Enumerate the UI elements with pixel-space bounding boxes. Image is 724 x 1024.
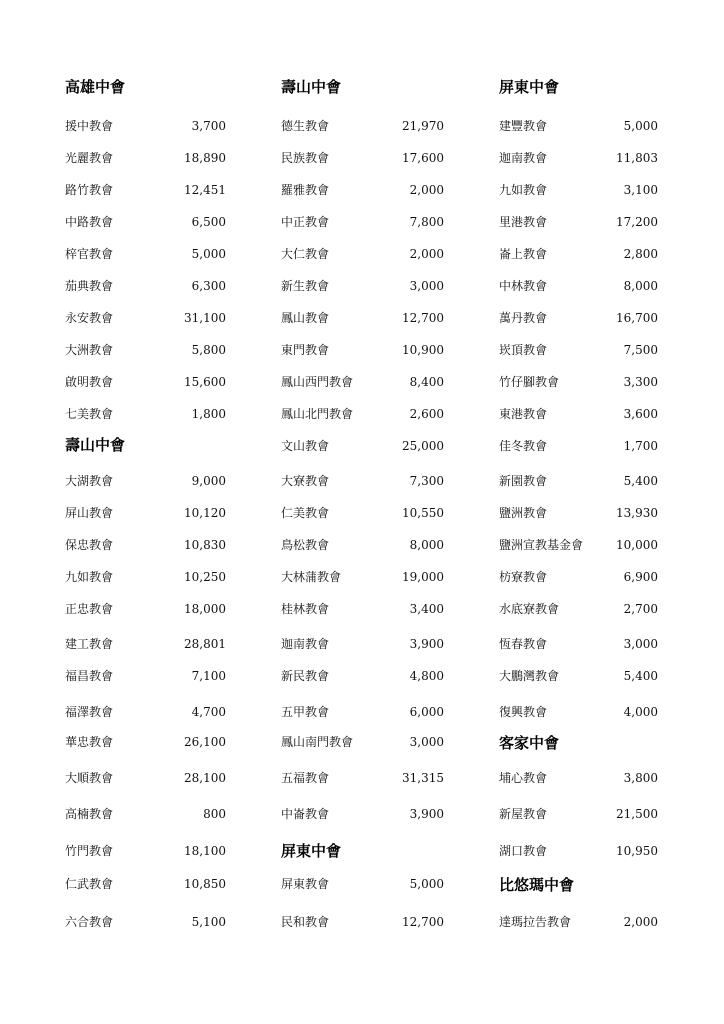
donation-amount: 1,700 [623,439,658,453]
church-name: 大洲教會 [65,343,114,357]
church-name: 大林蒲教會 [281,570,342,584]
church-name: 援中教會 [65,119,114,133]
church-name: 鳳山北門教會 [281,407,354,421]
church-name: 七美教會 [65,407,114,421]
church-name: 水底寮教會 [499,602,560,616]
donation-amount: 18,890 [184,151,226,165]
church-name: 仁美教會 [281,506,330,520]
donation-amount: 26,100 [184,735,226,749]
church-name: 梓官教會 [65,247,114,261]
church-name: 民和教會 [281,915,330,929]
church-name: 高楠教會 [65,807,114,821]
church-name: 屏東教會 [281,877,330,891]
donation-amount: 5,400 [623,474,658,488]
church-name: 竹門教會 [65,844,114,858]
church-name: 建豐教會 [499,119,548,133]
donation-amount: 10,850 [184,877,226,891]
church-name: 里港教會 [499,215,548,229]
church-name: 桂林教會 [281,602,330,616]
church-name: 鳥松教會 [281,538,330,552]
donation-amount: 3,000 [623,637,658,651]
donation-amount: 7,800 [409,215,444,229]
donation-amount: 10,830 [184,538,226,552]
church-name: 文山教會 [281,439,330,453]
church-name: 鹽洲宣教基金會 [499,538,584,552]
donation-amount: 12,451 [184,183,226,197]
section-header: 屏東中會 [281,842,342,860]
church-name: 正忠教會 [65,602,114,616]
church-name: 九如教會 [65,570,114,584]
church-name: 中正教會 [281,215,330,229]
donation-amount: 7,500 [623,343,658,357]
church-name: 福澤教會 [65,705,114,719]
donation-amount: 1,800 [191,407,226,421]
section-header: 比悠瑪中會 [499,876,575,894]
church-name: 新生教會 [281,279,330,293]
church-name: 建工教會 [65,637,114,651]
church-name: 大仁教會 [281,247,330,261]
church-name: 迦南教會 [499,151,548,165]
church-name: 湖口教會 [499,844,548,858]
donation-amount: 4,000 [623,705,658,719]
donation-amount: 3,800 [623,771,658,785]
church-name: 大鵬灣教會 [499,669,560,683]
donation-amount: 5,800 [191,343,226,357]
donation-amount: 10,120 [184,506,226,520]
column-2 [281,0,444,1024]
donation-amount: 12,700 [402,311,444,325]
donation-amount: 5,000 [191,247,226,261]
donation-amount: 3,100 [623,183,658,197]
donation-amount: 6,300 [191,279,226,293]
church-name: 永安教會 [65,311,114,325]
donation-amount: 15,600 [184,375,226,389]
church-name: 恆春教會 [499,637,548,651]
church-name: 六合教會 [65,915,114,929]
church-name: 迦南教會 [281,637,330,651]
donation-amount: 16,700 [616,311,658,325]
church-name: 民族教會 [281,151,330,165]
church-name: 鳳山西門教會 [281,375,354,389]
donation-amount: 18,000 [184,602,226,616]
church-name: 鹽洲教會 [499,506,548,520]
church-name: 崙上教會 [499,247,548,261]
donation-amount: 28,100 [184,771,226,785]
donation-amount: 12,700 [402,915,444,929]
church-name: 仁武教會 [65,877,114,891]
donation-amount: 5,000 [623,119,658,133]
donation-amount: 2,000 [623,915,658,929]
donation-amount: 2,800 [623,247,658,261]
donation-amount: 5,100 [191,915,226,929]
donation-amount: 17,200 [616,215,658,229]
donation-amount: 25,000 [402,439,444,453]
donation-amount: 28,801 [184,637,226,651]
church-name: 路竹教會 [65,183,114,197]
donation-amount: 6,500 [191,215,226,229]
donation-amount: 8,000 [409,538,444,552]
church-name: 中路教會 [65,215,114,229]
donation-amount: 3,400 [409,602,444,616]
donation-amount: 11,803 [616,151,658,165]
donation-amount: 4,700 [191,705,226,719]
donation-amount: 5,000 [409,877,444,891]
donation-amount: 8,000 [623,279,658,293]
church-name: 羅雅教會 [281,183,330,197]
donation-amount: 3,900 [409,637,444,651]
donation-amount: 6,900 [623,570,658,584]
church-name: 崁頂教會 [499,343,548,357]
donation-amount: 21,970 [402,119,444,133]
church-name: 鳳山教會 [281,311,330,325]
church-name: 佳冬教會 [499,439,548,453]
section-header: 客家中會 [499,734,560,752]
donation-amount: 10,550 [402,506,444,520]
church-name: 屏山教會 [65,506,114,520]
church-name: 萬丹教會 [499,311,548,325]
church-name: 大順教會 [65,771,114,785]
column-1 [65,0,226,1024]
church-name: 東港教會 [499,407,548,421]
church-name: 茄典教會 [65,279,114,293]
church-name: 五甲教會 [281,705,330,719]
donation-amount: 31,315 [402,771,444,785]
church-name: 九如教會 [499,183,548,197]
donation-amount: 3,000 [409,279,444,293]
donation-amount: 8,400 [409,375,444,389]
column-3 [499,0,658,1024]
donation-amount: 2,000 [409,247,444,261]
church-name: 新屋教會 [499,807,548,821]
donation-amount: 3,900 [409,807,444,821]
church-name: 新民教會 [281,669,330,683]
donation-amount: 2,600 [409,407,444,421]
church-name: 啟明教會 [65,375,114,389]
church-name: 中林教會 [499,279,548,293]
donation-amount: 4,800 [409,669,444,683]
donation-amount: 2,000 [409,183,444,197]
donation-amount: 19,000 [402,570,444,584]
donation-amount: 17,600 [402,151,444,165]
church-name: 華忠教會 [65,735,114,749]
donation-amount: 10,950 [616,844,658,858]
church-name: 保忠教會 [65,538,114,552]
section-header: 屏東中會 [499,78,560,96]
donation-amount: 18,100 [184,844,226,858]
donation-amount: 3,300 [623,375,658,389]
church-name: 東門教會 [281,343,330,357]
donation-amount: 5,400 [623,669,658,683]
church-name: 中崙教會 [281,807,330,821]
donation-amount: 10,000 [616,538,658,552]
donation-amount: 2,700 [623,602,658,616]
section-header: 壽山中會 [281,78,342,96]
church-name: 大寮教會 [281,474,330,488]
church-name: 光麗教會 [65,151,114,165]
church-name: 五福教會 [281,771,330,785]
donation-amount: 13,930 [616,506,658,520]
church-name: 德生教會 [281,119,330,133]
donation-amount: 7,100 [191,669,226,683]
section-header: 壽山中會 [65,436,126,454]
church-name: 福昌教會 [65,669,114,683]
church-name: 埔心教會 [499,771,548,785]
church-name: 新園教會 [499,474,548,488]
donation-amount: 800 [203,807,226,821]
donation-amount: 9,000 [191,474,226,488]
donation-amount: 6,000 [409,705,444,719]
church-name: 竹仔腳教會 [499,375,560,389]
donation-amount: 7,300 [409,474,444,488]
church-name: 鳳山南門教會 [281,735,354,749]
church-name: 枋寮教會 [499,570,548,584]
church-name: 復興教會 [499,705,548,719]
donation-amount: 21,500 [616,807,658,821]
church-name: 大湖教會 [65,474,114,488]
donation-amount: 3,600 [623,407,658,421]
donation-amount: 3,000 [409,735,444,749]
donation-amount: 3,700 [191,119,226,133]
donation-amount: 10,900 [402,343,444,357]
donation-amount: 10,250 [184,570,226,584]
section-header: 高雄中會 [65,78,126,96]
church-name: 達瑪拉告教會 [499,915,572,929]
donation-amount: 31,100 [184,311,226,325]
